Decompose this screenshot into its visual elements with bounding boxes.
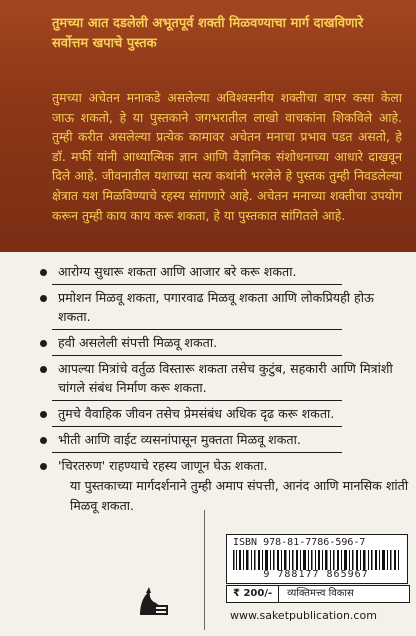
divider — [204, 510, 205, 630]
isbn-label: ISBN 978-81-7786-596-7 — [233, 537, 366, 548]
benefit-item: आरोग्य सुधारू शकता आणि आजार बरे करू शकता. — [40, 262, 410, 281]
divider — [52, 355, 342, 356]
publisher-logo-icon — [134, 585, 170, 621]
benefit-item: आपल्या मित्रांचे वर्तुळ विस्तारू शकता तसेच कुटुंब, सहकारी आणि मित्रांशी चांगले संबंध निर्माण करू शकता. — [40, 359, 410, 397]
divider — [52, 400, 342, 401]
divider — [52, 452, 342, 453]
tagline: तुमच्या आत दडलेली अभूतपूर्व शक्ती मिळवण्याचा मार्ग दाखविणारे सर्वोत्तम खपाचे पुस्तक — [52, 16, 364, 51]
price-label: ₹ 200/- — [227, 586, 279, 602]
barcode-icon — [231, 550, 401, 570]
website-link[interactable]: www.saketpublication.com — [230, 609, 377, 622]
divider — [52, 426, 342, 427]
blurb-panel — [0, 0, 416, 252]
benefit-item: 'चिरतरुण' राहण्याचे रहस्य जाणून घेऊ शकता. — [40, 456, 410, 475]
benefit-item: हवी असलेली संपत्ती मिळवू शकता. — [40, 333, 410, 352]
price-category-row — [226, 585, 410, 603]
barcode-number: 9 788177 865967 — [263, 569, 369, 580]
benefits-list — [40, 262, 410, 482]
divider — [52, 329, 342, 330]
isbn-barcode-box — [226, 534, 408, 584]
closing-text: या पुस्तकाच्या मार्गदर्शनाने तुम्ही अमाप संपत्ती, आनंद आणि मानसिक शांती मिळवू शकता. — [70, 478, 409, 513]
benefit-item: भीती आणि वाईट व्यसनांपासून मुक्तता मिळवू शकता. — [40, 430, 410, 449]
benefit-item: प्रमोशन मिळवू शकता, पगारवाढ मिळवू शकता आणि लोकप्रियही होऊ शकता. — [40, 288, 410, 326]
category-label: व्यक्तिमत्त्व विकास — [287, 588, 354, 599]
book-blurb: तुमच्या अचेतन मनाकडे असलेल्या अविश्वसनीय शक्तीचा वापर कसा केला जाऊ शकतो, हे या पुस्तकाने जगभरातील लाखो वाचकांना शिकविले आहे. तुम्ही करीत असलेल्या प्रत्येक कामावर अचेतन मनाचा प्रभाव पडत असतो, हे डॉ. मर्फी यांनी आध्यात्मिक ज्ञान आणि वैज्ञानिक संशोधनाच्या आधारे दाखवून दिले आहे. जीवनातील यशाच्या सत्य कथांनी भरलेले हे पुस्तक तुम्ही निवडलेल्या क्षेत्रात यश मिळविण्याचे रहस्य सांगणारे आहे. अचेतन मनाच्या शक्तीचा उपयोग करून तुम्ही काय काय करू शकता, हे या पुस्तकात सांगितले आहे. — [52, 90, 402, 223]
benefit-item: तुमचे वैवाहिक जीवन तसेच प्रेमसंबंध अधिक दृढ करू शकता. — [40, 404, 410, 423]
divider — [52, 284, 342, 285]
